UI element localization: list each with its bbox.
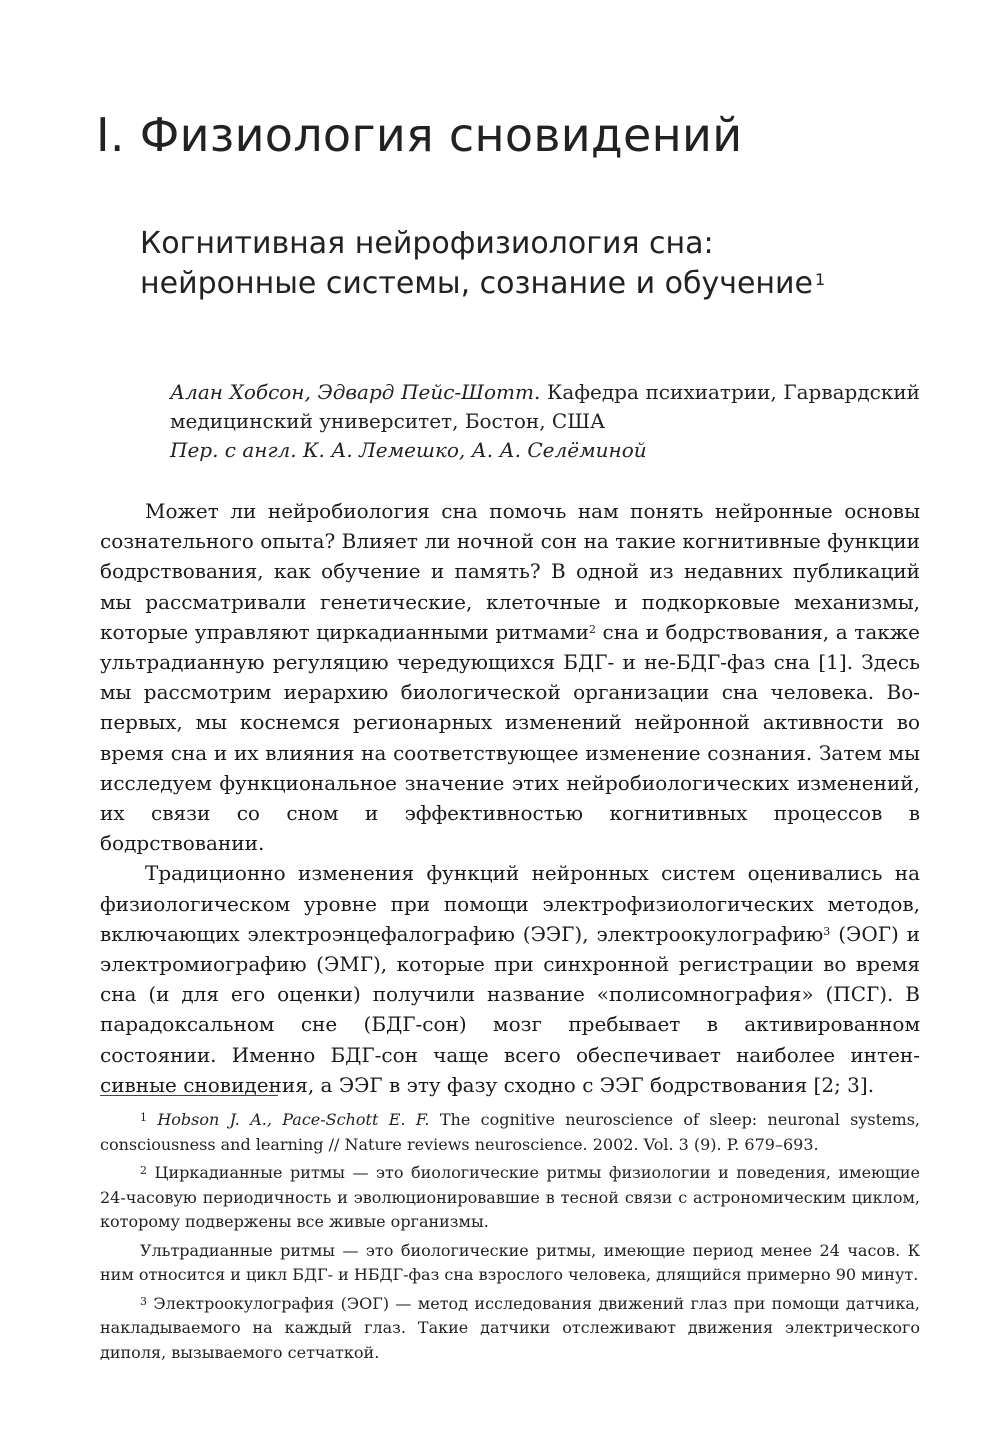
translators: Пер. с англ. К. А. Лемешко, А. А. Селёминой <box>170 438 647 462</box>
article-title-line-2-text: нейронные системы, сознание и обучение <box>140 266 813 301</box>
footnote-2 <box>100 1161 920 1235</box>
footnote-1 <box>100 1108 920 1157</box>
footnote-ref-3: 3 <box>823 924 831 938</box>
authors: Алан Хобсон, Эдвард Пейс-Шотт. <box>170 380 541 404</box>
paragraph-2 <box>100 858 920 1100</box>
byline <box>170 378 920 465</box>
footnote-divider <box>100 1095 278 1096</box>
footnote-3-text: Электроокулография (ЭОГ) — метод исследования движений глаз при помощи датчика, накладываемого на каждый глаз. Такие датчики отслеживают движения электрического диполя, вызываемого сетчаткой. <box>100 1293 920 1362</box>
paragraph-2-text-a: Традиционно изменения функций нейронных систем оценивались на физиологическом уровне при помощи электрофизиологических методов, включающих электроэнцефалографию (ЭЭГ), электроокулографию <box>100 861 920 946</box>
article-body <box>100 496 920 1100</box>
footnote-1-text: The cognitive neuroscience of sleep: neuronal systems, consciousness and learning // Nature reviews neuroscience. 2002. Vol. 3 (9). P. 679–693. <box>100 1110 920 1154</box>
footnote-ref-2: 2 <box>588 622 596 636</box>
article-title-line-2 <box>140 264 825 304</box>
paragraph-2-text-b: (ЭОГ) и электромиографию (ЭМГ), которые при синхронной регистрации во время сна (и для его оценки) получили название «полисомнография» (ПСГ). В парадоксальном сне (БДГ-сон) мозг пребывает в активированном состоянии. Именно БДГ-сон чаще всего обеспечивает наиболее интенсивные сновидения, а ЭЭГ в эту фазу сходно с ЭЭГ бодрствования [2; 3]. <box>100 921 920 1097</box>
article-title <box>140 224 825 304</box>
footnote-2-continuation: Ультрадианные ритмы — это биологические ритмы, имеющие период менее 24 часов. К ним относится и цикл БДГ- и НБДГ-фаз сна взрослого человека, длящийся примерно 90 минут. <box>100 1240 920 1284</box>
footnote-2-number: 2 <box>140 1164 147 1177</box>
affiliation: Кафедра психиатрии, Гарвардский медицинский университет, Бостон, США <box>170 380 920 433</box>
footnote-3 <box>100 1292 920 1366</box>
footnote-2-text: Циркадианные ритмы — это биологические ритмы физиологии и поведения, имеющие 24-часовую периодичность и эволюционировавшие в тесной связи с астрономическим циклом, которому подвержены все живые организмы. <box>100 1163 920 1231</box>
footnote-1-authors: Hobson J. A., Pace-Schott E. F. <box>157 1110 430 1129</box>
footnotes <box>100 1108 920 1369</box>
paragraph-1-text-a: Может ли нейробиология сна помочь нам понять нейронные основы сознательного опыта? Влияет ли ночной сон на такие когнитивные функции бодрствования, как обучение и память? В одной из недавних публикаций мы рассматривали генетические, клеточные и подкорковые механизмы, которые управляют циркадианными ритмами <box>100 499 920 644</box>
footnote-3-number: 3 <box>140 1294 147 1308</box>
author-line <box>170 378 920 436</box>
paragraph-1 <box>100 496 920 858</box>
footnote-ref-1: 1 <box>814 270 826 289</box>
paragraph-1-text-b: сна и бодрствования, а также ультрадианную регуляцию чередующихся БДГ- и не-БДГ-фаз сна [1]. Здесь мы рассмотрим иерархию биологической организации сна человека. Во-первых, мы коснемся регионарных изменений нейронной активности во время сна и их влияния на соответствующее изменение сознания. Затем мы исследуем функциональное значение этих нейробиологических изменений, их связи со сном и эффективностью когнитивных процессов в бодрствовании. <box>100 619 920 856</box>
footnote-1-number: 1 <box>140 1111 147 1124</box>
article-title-line-1: Когнитивная нейрофизиология сна: <box>140 226 714 261</box>
chapter-title: I. Физиология сновидений <box>96 108 743 162</box>
